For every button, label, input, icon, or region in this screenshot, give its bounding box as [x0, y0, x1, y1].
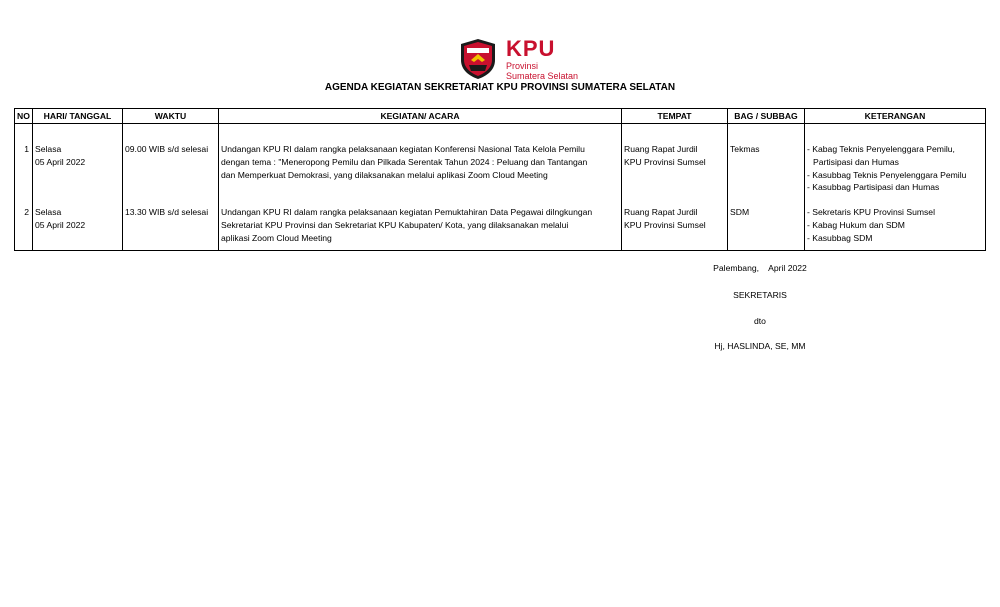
kpu-logo	[458, 36, 579, 82]
row-kegiatan-line: Undangan KPU RI dalam rangka pelaksanaan kegiatan Konferensi Nasional Tata Kelola Pemilu	[221, 144, 585, 154]
row-kegiatan-line: dengan tema : "Meneropong Pemilu dan Pilkada Serentak Tahun 2024 : Peluang dan Tantangan	[221, 156, 588, 167]
row-keterangan-line: - Kabag Teknis Penyelenggara Pemilu,	[807, 144, 955, 154]
row-bag: Tekmas	[728, 124, 805, 196]
row-bag: SDM	[728, 195, 805, 251]
col-header-hari-tanggal: HARI/ TANGGAL	[33, 109, 123, 124]
logo-subtitle-1: Provinsi	[506, 61, 539, 71]
row-no: 1	[15, 124, 33, 196]
row-waktu-text: 13.30 WIB s/d selesai	[125, 207, 209, 217]
row-keterangan	[805, 195, 986, 251]
agenda-table	[14, 108, 986, 251]
kpu-emblem-icon	[458, 38, 498, 80]
row-keterangan-line: - Sekretaris KPU Provinsi Sumsel	[807, 207, 935, 217]
row-hari-tanggal	[33, 195, 123, 251]
signature-role: SEKRETARIS	[733, 290, 787, 300]
row-tempat-line: Ruang Rapat Jurdil	[624, 144, 698, 154]
row-no: 2	[15, 195, 33, 251]
row-kegiatan-line: dan Memperkuat Demokrasi, yang dilaksanakan melalui aplikasi Zoom Cloud Meeting	[221, 169, 548, 180]
row-tempat-line: KPU Provinsi Sumsel	[624, 156, 706, 167]
signature-place-date: Palembang, April 2022	[713, 263, 807, 273]
logo-subtitle-2: Sumatera Selatan	[506, 71, 579, 81]
row-keterangan-line: - Kasubbag SDM	[807, 232, 873, 243]
row-keterangan-line: Partisipasi dan Humas	[813, 156, 899, 167]
row-tempat-line: Ruang Rapat Jurdil	[624, 207, 698, 217]
col-header-keterangan: KETERANGAN	[805, 109, 986, 124]
row-kegiatan	[219, 124, 622, 196]
col-header-bag: BAG / SUBBAG	[728, 109, 805, 124]
row-kegiatan	[219, 195, 622, 251]
table-row	[15, 195, 986, 251]
row-keterangan-line: - Kasubbag Teknis Penyelenggara Pemilu	[807, 169, 967, 180]
row-hari: Selasa	[35, 207, 62, 217]
table-header-row	[15, 109, 986, 124]
row-keterangan	[805, 124, 986, 196]
page-title: AGENDA KEGIATAN SEKRETARIAT KPU PROVINSI SUMATERA SELATAN	[324, 82, 676, 93]
row-waktu-text: 09.00 WIB s/d selesai	[125, 144, 209, 154]
row-waktu	[123, 195, 219, 251]
col-header-kegiatan: KEGIATAN/ ACARA	[219, 109, 622, 124]
signature-name: Hj, HASLINDA, SE, MM	[714, 341, 806, 351]
row-tanggal: 05 April 2022	[35, 219, 86, 230]
row-waktu	[123, 124, 219, 196]
row-keterangan-line: - Kasubbag Partisipasi dan Humas	[807, 182, 940, 193]
col-header-tempat: TEMPAT	[622, 109, 728, 124]
signature-dto: dto	[754, 316, 766, 326]
table-row	[15, 124, 986, 196]
row-kegiatan-line: aplikasi Zoom Cloud Meeting	[221, 232, 332, 243]
col-header-waktu: WAKTU	[123, 109, 219, 124]
logo-kpu-text: KPU	[506, 36, 556, 61]
row-kegiatan-line: Undangan KPU RI dalam rangka pelaksanaan kegiatan Pemuktahiran Data Pegawai dilngkungan	[221, 207, 593, 217]
row-kegiatan-line: Sekretariat KPU Provinsi dan Sekretariat KPU Kabupaten/ Kota, yang dilaksanakan melalui	[221, 219, 569, 230]
row-tempat	[622, 195, 728, 251]
row-tempat	[622, 124, 728, 196]
row-tanggal: 05 April 2022	[35, 156, 86, 167]
row-hari: Selasa	[35, 144, 62, 154]
row-keterangan-line: - Kabag Hukum dan SDM	[807, 219, 905, 230]
col-header-no: NO	[15, 109, 33, 124]
row-tempat-line: KPU Provinsi Sumsel	[624, 219, 706, 230]
row-hari-tanggal	[33, 124, 123, 196]
